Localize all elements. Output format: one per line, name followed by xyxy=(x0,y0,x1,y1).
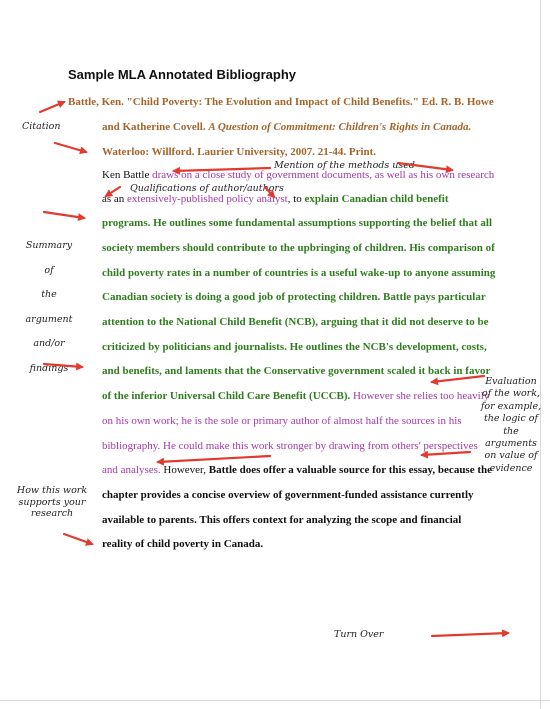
citation-book-title: A Question of Commitment: Children's Rights in Canada. xyxy=(208,121,472,133)
arrow-icon xyxy=(55,143,86,152)
body-line-8: criticized by politicians and journalists. He outlines the NCB's development, costs, xyxy=(102,341,487,353)
arrow-icon xyxy=(40,102,64,112)
body-text: as an xyxy=(102,193,128,205)
note-summary-line: of xyxy=(44,264,54,276)
arrow-icon xyxy=(422,452,470,455)
note-evaluation-line: the logic of xyxy=(483,413,539,425)
body-line-16: reality of child poverty in Canada. xyxy=(102,538,264,550)
arrow-icon xyxy=(158,456,270,462)
body-line-12: bibliography. He could make this work stronger by drawing from others' perspectives xyxy=(102,440,478,452)
note-evaluation-line: of the work, xyxy=(481,388,540,400)
arrow-icon xyxy=(398,163,452,170)
body-line-11: on his own work; he is the sole or primary author of almost half the sources in his xyxy=(102,415,462,427)
note-summary-line: findings xyxy=(29,362,69,374)
citation-editors: and Katherine Covell. xyxy=(102,121,209,133)
arrow-icon xyxy=(432,633,508,636)
research-text: Battle does offer a valuable source for this essay, because the xyxy=(208,464,493,476)
note-evaluation-line: on value of xyxy=(484,450,538,462)
evaluation-text: and analyses. xyxy=(102,464,164,476)
body-line-7: attention to the National Child Benefit (NCB), arguing that it did not deserve to be xyxy=(102,316,489,328)
note-qualifications: Qualifications of author/authors xyxy=(130,183,284,194)
note-citation: Citation xyxy=(22,121,61,132)
summary-text: of the inferior Universal Child Care Benefit (UCCB). xyxy=(102,390,354,402)
qualifications-text: extensively-published policy analyst xyxy=(127,193,288,205)
note-summary-line: the xyxy=(41,289,57,301)
note-research-line: supports your xyxy=(18,496,86,508)
arrow-icon xyxy=(174,168,270,171)
body-line-3: programs. He outlines some fundamental assumptions supporting the belief that all xyxy=(102,217,493,229)
citation-line-3: Waterloo: Willford. Laurier University, 2007. 21-44. Print. xyxy=(102,146,377,158)
arrow-icon xyxy=(265,187,274,197)
arrow-icon xyxy=(432,376,484,382)
note-research-line: research xyxy=(30,508,74,519)
note-evaluation-line: for example, xyxy=(480,400,542,412)
body-text: However, xyxy=(163,464,209,476)
note-evaluation-line: arguments xyxy=(485,438,537,450)
body-line-14: chapter provides a concise overview of government-funded assistance currently xyxy=(102,489,474,501)
evaluation-text: However she relies too heavily xyxy=(353,390,490,402)
note-summary-line: argument xyxy=(25,313,73,325)
note-summary-line: and/or xyxy=(33,338,65,350)
note-turn-over: Turn Over xyxy=(334,629,384,640)
body-line-6: Canadian society is doing a good job of protecting children. Battle pays particular xyxy=(102,291,486,303)
citation-line-1: Battle, Ken. "Child Poverty: The Evolution and Impact of Child Benefits." Ed. R. B. Howe xyxy=(68,96,494,108)
note-evaluation-line: the xyxy=(503,425,519,437)
arrow-icon xyxy=(44,212,84,218)
page-title: Sample MLA Annotated Bibliography xyxy=(68,67,296,82)
arrow-icon xyxy=(106,187,120,196)
body-line-5: child poverty rates in a number of countries is a useful wake-up to anyone assuming xyxy=(102,267,496,279)
author-name: Ken Battle xyxy=(102,169,153,181)
summary-text: explain Canadian child benefit xyxy=(304,193,449,205)
arrow-icon xyxy=(44,364,82,367)
body-text: , to xyxy=(287,193,305,205)
note-evaluation-line: Evaluation xyxy=(485,376,537,387)
note-methods: Mention of the methods used xyxy=(274,160,415,171)
arrow-icon xyxy=(64,534,92,544)
note-evaluation-line: evidence xyxy=(489,462,533,474)
body-line-9: and benefits, and laments that the Conservative government scaled it back in favor xyxy=(102,365,491,377)
body-line-4: society members should contribute to the upbringing of children. His comparison of xyxy=(102,242,495,254)
body-line-15: available to parents. This offers context for analyzing the scope and financial xyxy=(102,514,462,526)
note-summary-line: Summary xyxy=(25,240,73,251)
note-research-line: How this work xyxy=(16,485,88,496)
methods-text: draws on a close study of government documents, as well as his own research xyxy=(152,169,495,181)
